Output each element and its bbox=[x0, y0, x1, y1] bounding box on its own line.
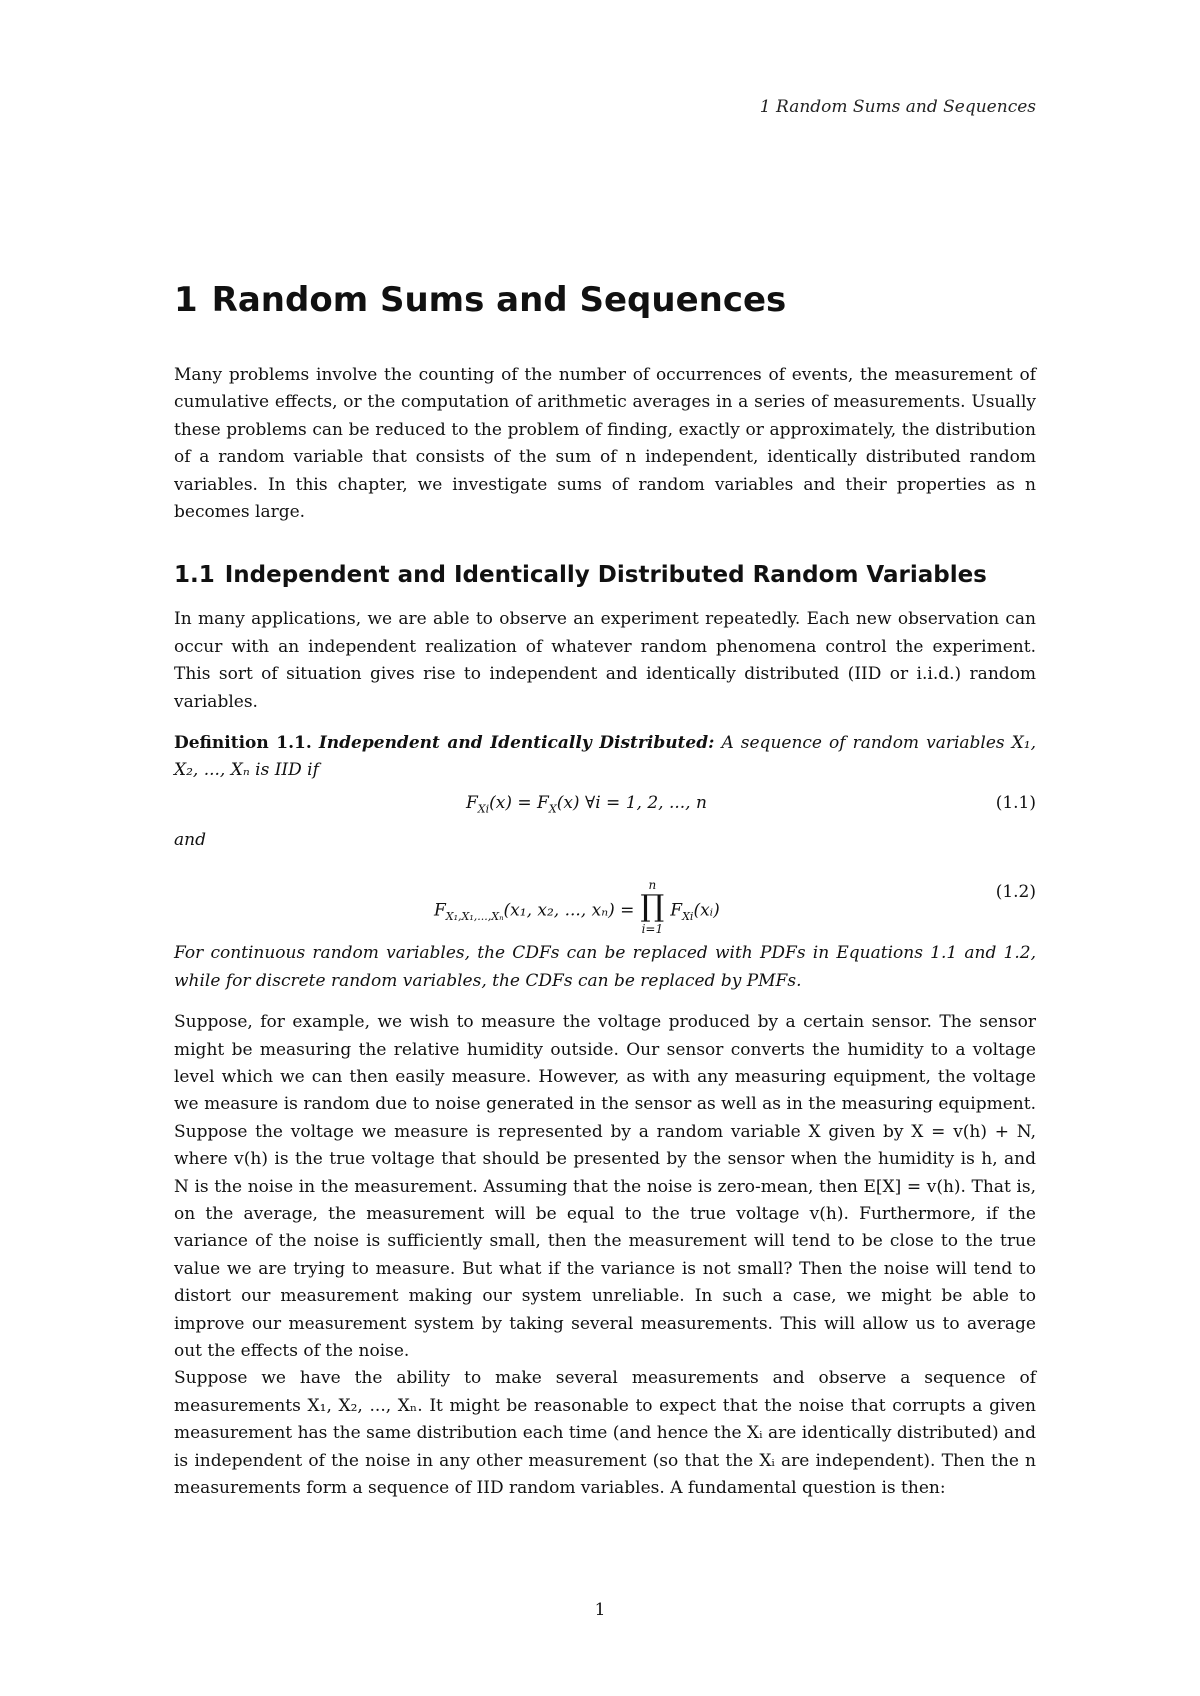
section-number: 1.1 bbox=[174, 562, 215, 589]
body-paragraph-1: Suppose, for example, we wish to measure the voltage produced by a certain sensor. The sensor might be measuring the relative humidity outside. Our sensor converts the humidity to a voltage level which we can then easily measure. However, as with any measuring equipment, the voltage we measure is random due to noise generated in the sensor as well as in the measuring equipment. Suppose the voltage we measure is represented by a random variable X given by X = v(h) + N, where v(h) is the true voltage that should be presented by the sensor when the humidity is h, and N is the noise in the measurement. Assuming that the noise is zero-mean, then E[X] = v(h). That is, on the average, the measurement will be equal to the true voltage v(h). Furthermore, if the variance of the noise is sufficiently small, then the measurement will tend to be close to the true value we are trying to measure. But what if the variance is not small? Then the noise will tend to distort our measurement making our system unreliable. In such a case, we might be able to improve our measurement system by taking several measurements. This will allow us to average out the effects of the noise. bbox=[174, 1012, 1036, 1361]
definition-block bbox=[174, 730, 1036, 785]
chapter-title-text: Random Sums and Sequences bbox=[211, 280, 787, 320]
equation-1-2-number: (1.2) bbox=[995, 882, 1036, 903]
definition-remark: For continuous random variables, the CDFs can be replaced with PDFs in Equations 1.1 and 1.2, while for discrete random variables, the CDFs can be replaced by PMFs. bbox=[174, 943, 1036, 991]
chapter-number: 1 bbox=[174, 280, 198, 320]
section-title: Independent and Identically Distributed Random Variables bbox=[224, 562, 987, 589]
equation-1-2 bbox=[174, 854, 1036, 937]
definition-statement: A sequence of random variables X₁, X₂, ..., Xₙ is IID if bbox=[174, 733, 1036, 781]
equation-1-1-number: (1.1) bbox=[995, 792, 1036, 813]
section-paragraph: In many applications, we are able to observe an experiment repeatedly. Each new observation can occur with an independent realization of whatever random phenomena control the experiment. This sort of situation gives rise to independent and identically distributed (IID or i.i.d.) random variables. bbox=[174, 609, 1036, 712]
page-number: 1 bbox=[594, 1600, 606, 1620]
intro-paragraph: Many problems involve the counting of the number of occurrences of events, the measurement of cumulative effects, or the computation of arithmetic averages in a series of measurements. Usually these problems can be reduced to the problem of finding, exactly or approximately, the distribution of a random variable that consists of the sum of n independent, identically distributed random variables. In this chapter, we investigate sums of random variables and their properties as n becomes large. bbox=[174, 365, 1036, 523]
definition-title: Independent and Identically Distributed: bbox=[318, 733, 715, 754]
equation-1-2-formula: $F_{X_1,X_1,...,X_n}(x_1$, x₂, ..., xₙ) = n ∏ i=1 $F_{Xi}(xᵢ)$ bbox=[434, 878, 720, 937]
definition-and: and bbox=[174, 829, 206, 850]
equation-1-1-formula: $F_{Xi}(x) = F_X(x)$ ∀i = 1, 2, ..., n bbox=[466, 792, 707, 816]
page-content bbox=[174, 280, 1036, 1502]
product-operator: n ∏ i=1 bbox=[640, 878, 665, 937]
equation-1-1 bbox=[174, 785, 1036, 825]
chapter-title bbox=[174, 280, 1036, 320]
definition-label: Definition 1.1. bbox=[174, 733, 312, 754]
body-paragraph-2: Suppose we have the ability to make several measurements and observe a sequence of measurements X₁, X₂, ..., Xₙ. It might be reasonable to expect that the noise that corrupts a given measurement has the same distribution each time (and hence the Xᵢ are identically distributed) and is independent of the noise in any other measurement (so that the Xᵢ are independent). Then the n measurements form a sequence of IID random variables. A fundamental question is then: bbox=[174, 1368, 1036, 1498]
section-heading bbox=[174, 562, 1036, 588]
running-header: 1 Random Sums and Sequences bbox=[759, 97, 1036, 117]
